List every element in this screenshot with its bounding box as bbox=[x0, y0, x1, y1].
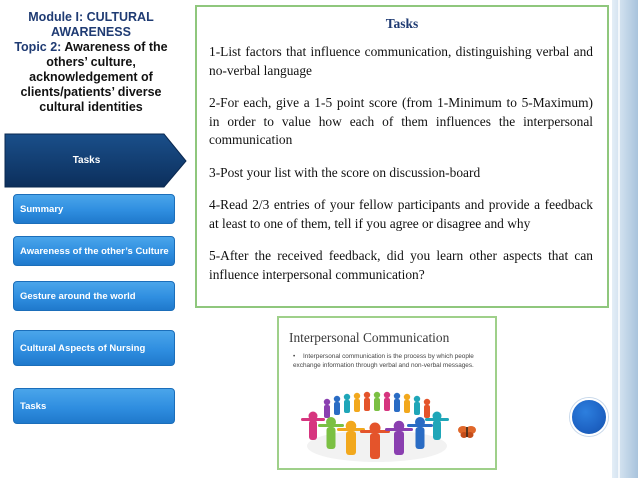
task-item: 3-Post your list with the score on discussion-board bbox=[209, 164, 481, 180]
image-title: Interpersonal Communication bbox=[289, 330, 450, 345]
sidebar-item-gesture[interactable] bbox=[13, 281, 175, 311]
butterfly-icon bbox=[458, 426, 476, 438]
people-circle-illustration bbox=[279, 388, 495, 468]
sidebar-item-summary[interactable] bbox=[13, 194, 175, 224]
sidebar-item-tasks-active-label: Tasks bbox=[72, 154, 101, 166]
task-item: 5-After the received feedback, did you learn other aspects that can influence interpersonal communication? bbox=[209, 248, 593, 282]
sidebar-item-label: Cultural Aspects of Nursing bbox=[20, 342, 146, 354]
right-edge-highlight bbox=[618, 0, 620, 478]
module-title bbox=[6, 10, 176, 115]
sidebar-item-tasks-active[interactable] bbox=[4, 133, 184, 187]
task-item: 1-List factors that influence communication, distinguishing verbal and no-verbal language bbox=[209, 44, 593, 78]
sidebar-item-label: Tasks bbox=[20, 400, 47, 412]
sidebar-item-label: Gesture around the world bbox=[20, 290, 136, 302]
module-title-line2: AWARENESS bbox=[51, 25, 131, 39]
task-item: 4-Read 2/3 entries of your fellow participants and provide a feedback at least to one of them, tell if you agree or disagree and why bbox=[209, 197, 593, 231]
blue-circle-icon bbox=[570, 398, 608, 436]
tasks-list bbox=[209, 43, 593, 298]
interpersonal-communication-image bbox=[277, 316, 497, 470]
sidebar-item-label: Awareness of the other’s Culture bbox=[20, 245, 169, 257]
tasks-panel bbox=[195, 5, 609, 308]
sidebar-item-label: Summary bbox=[20, 203, 64, 215]
sidebar-item-awareness-culture[interactable] bbox=[13, 236, 175, 266]
task-item: 2-For each, give a 1-5 point score (from 1-Minimum to 5-Maximum) in order to value how each of them influences the interpersonal communication bbox=[209, 95, 593, 147]
right-edge-decoration bbox=[612, 0, 638, 478]
sidebar-item-tasks[interactable] bbox=[13, 388, 175, 424]
topic-label: Topic 2: bbox=[14, 40, 62, 54]
topic-text: Awareness of the others’ culture, acknowledgement of clients/patients’ diverse cultural identities bbox=[20, 40, 168, 114]
sidebar-item-nursing[interactable] bbox=[13, 330, 175, 366]
module-title-line1: Module I: CULTURAL bbox=[28, 10, 154, 24]
tasks-title: Tasks bbox=[385, 16, 419, 31]
image-bullet-text: Interpersonal communication is the process by which people exchange information through verbal and non-verbal messages. bbox=[293, 353, 474, 369]
image-bullet: • Interpersonal communication is the process by which people exchange information through verbal and non-verbal messages. bbox=[293, 353, 474, 369]
topic-heading bbox=[6, 40, 176, 115]
